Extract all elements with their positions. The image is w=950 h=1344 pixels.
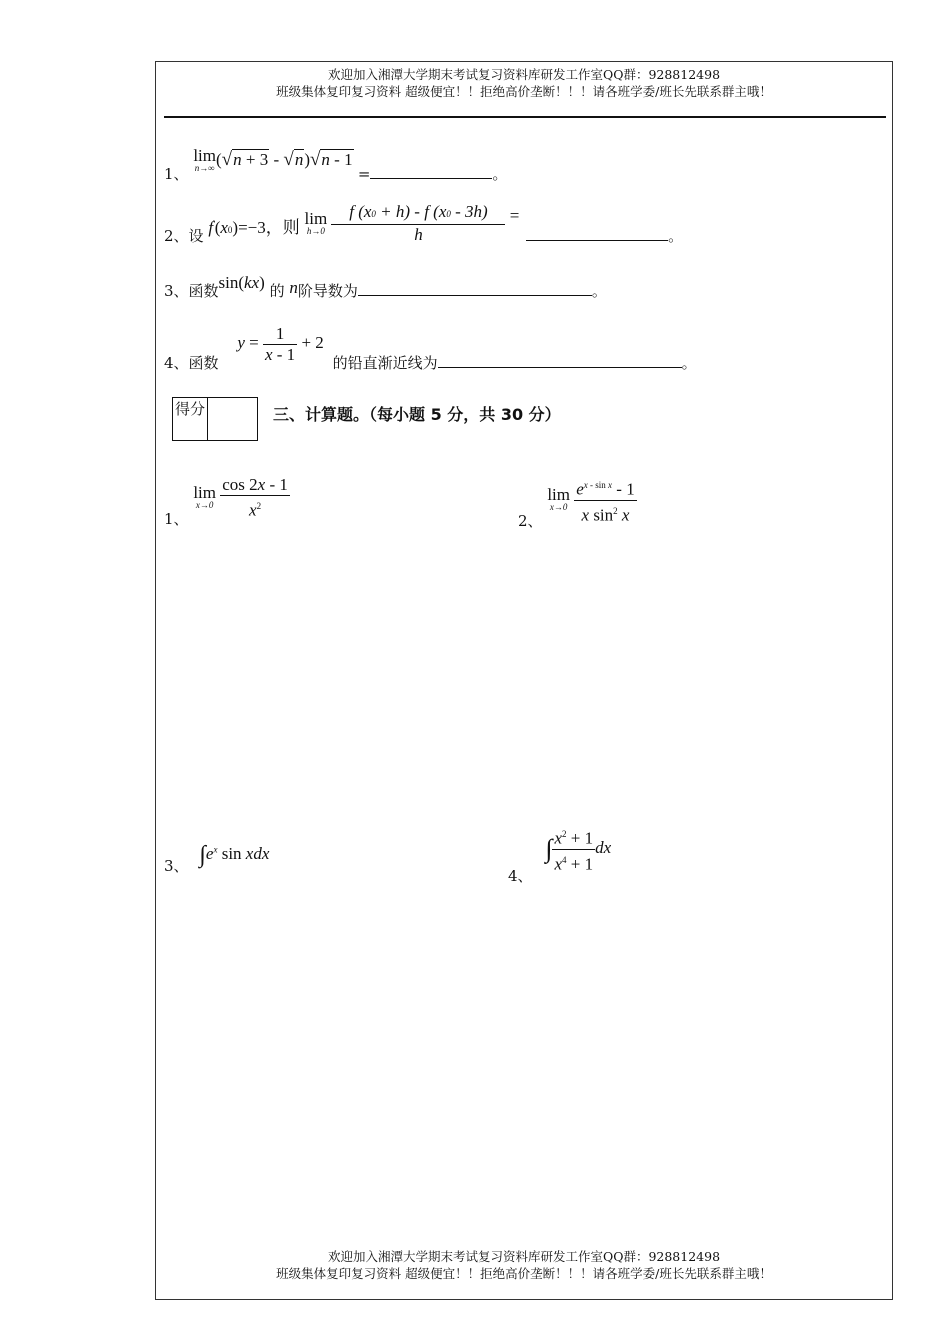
score-entry-cell[interactable] bbox=[208, 398, 257, 440]
calc-question-3 bbox=[164, 840, 270, 875]
formula-n: n bbox=[289, 278, 298, 297]
formula-function-y: y = $\frac{1}{x - 1}$ + 2 bbox=[237, 324, 324, 364]
section-title: 三、计算题。（每小题 5 分，共 30 分） bbox=[273, 405, 561, 424]
footer-line-1: 欢迎加入湘潭大学期末考试复习资料库研发工作室QQ群：928812498 bbox=[327, 1249, 721, 1264]
header-divider bbox=[164, 116, 886, 118]
formula-limit-exp: lim x→0 $\frac{e^{x - sin x} - 1}{x \sin^2 x}$ bbox=[547, 489, 636, 508]
period: 。 bbox=[492, 164, 508, 183]
question-number: 4、函数 bbox=[164, 354, 219, 373]
formula-derivative-condition: f'(x0) bbox=[208, 218, 239, 238]
text-vertical-asymptote: 的铅直渐近线为 bbox=[332, 354, 438, 373]
page-header bbox=[156, 66, 892, 100]
calc-question-2 bbox=[518, 475, 637, 531]
formula-limit-sqrt: lim n→∞ (√n + 3 - √n)√n - 1 bbox=[193, 146, 353, 173]
question-number: 1、 bbox=[164, 164, 189, 183]
question-number: 2、设 bbox=[164, 227, 204, 246]
calc-question-1 bbox=[164, 475, 290, 528]
period: 。 bbox=[591, 282, 607, 300]
equals-sign: = bbox=[509, 206, 520, 226]
text-order-derivative: 阶导数为 bbox=[297, 282, 358, 300]
score-box bbox=[172, 397, 258, 441]
formula-limit-difference-quotient: lim h→0 $\frac{f (x0 + h) - f (x0 - 3h)}{h}$ bbox=[305, 212, 510, 231]
question-number: 4、 bbox=[508, 867, 533, 886]
answer-blank-3[interactable] bbox=[358, 281, 592, 296]
fill-in-question-2 bbox=[164, 202, 683, 245]
period: 。 bbox=[668, 227, 684, 246]
page-frame bbox=[155, 61, 893, 1300]
question-number: 3、函数 bbox=[164, 282, 219, 300]
equals-sign: = bbox=[357, 164, 371, 183]
answer-blank-2[interactable] bbox=[526, 226, 668, 241]
condition-text: =−3，则 bbox=[238, 218, 300, 238]
fill-in-question-1 bbox=[164, 146, 508, 183]
header-line-1: 欢迎加入湘潭大学期末考试复习资料库研发工作室QQ群：928812498 bbox=[327, 67, 721, 82]
text-de: 的 bbox=[269, 282, 285, 300]
question-number: 1、 bbox=[164, 509, 189, 528]
header-line-2: 班级集体复印复习资料 超级便宜！！拒绝高价垄断！！！请各班学委/班长先联系群主哦！ bbox=[276, 84, 772, 99]
fill-in-question-3 bbox=[164, 273, 607, 300]
page-footer bbox=[156, 1248, 892, 1282]
formula-sin-kx: sin(kx) bbox=[218, 273, 265, 292]
formula-integral-rational: ∫ $\frac{x^2 + 1}{x^4 + 1}$ dx bbox=[545, 838, 611, 857]
question-number: 3、 bbox=[164, 856, 189, 875]
answer-blank-4[interactable] bbox=[438, 353, 682, 368]
footer-line-2: 班级集体复印复习资料 超级便宜！！拒绝高价垄断！！！请各班学委/班长先联系群主哦！ bbox=[276, 1266, 772, 1281]
fill-in-question-4 bbox=[164, 324, 697, 373]
formula-limit-cos: lim x→0 $\frac{\cos 2x - 1}{x^2}$ bbox=[193, 475, 288, 520]
period: 。 bbox=[681, 354, 697, 373]
answer-blank-1[interactable] bbox=[370, 164, 492, 179]
question-number: 2、 bbox=[518, 512, 543, 531]
formula-integral-exp-sin: $\int e^x$ sin xdx bbox=[199, 841, 270, 868]
calc-question-4 bbox=[508, 824, 612, 886]
score-label: 得分 bbox=[173, 398, 208, 440]
